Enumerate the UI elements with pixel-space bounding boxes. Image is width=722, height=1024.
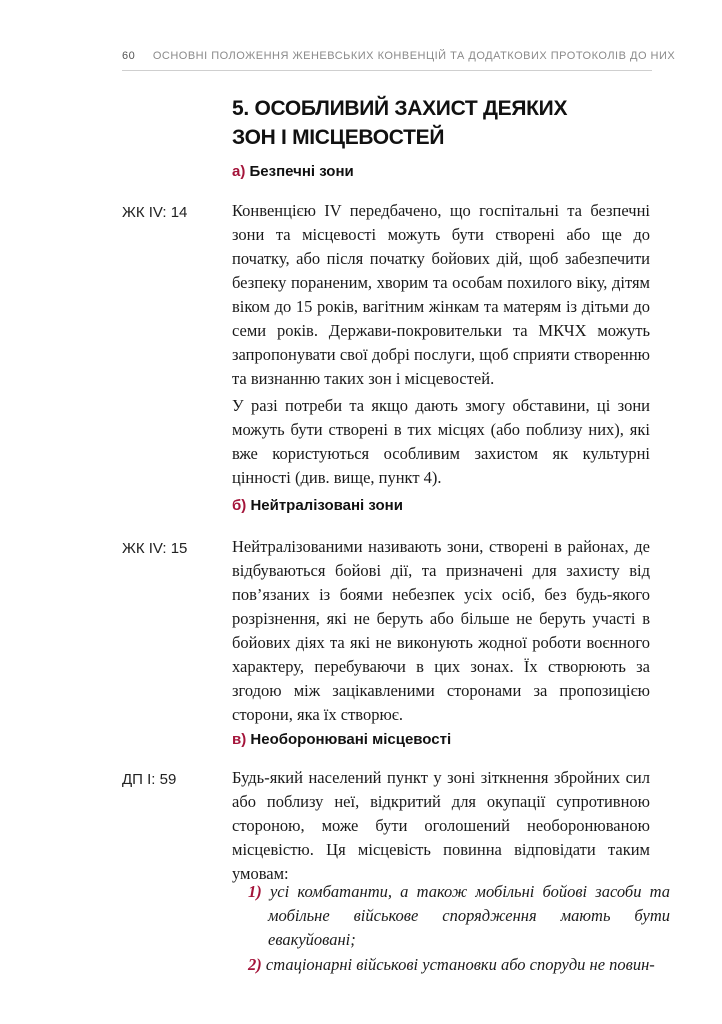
running-title: ОСНОВНІ ПОЛОЖЕННЯ ЖЕНЕВСЬКИХ КОНВЕНЦІЙ ТА ДОДАТКОВИХ ПРОТОКОЛІВ ДО НИХ [152, 50, 676, 62]
section-title [232, 94, 652, 152]
subsection-heading-text: Необоронювані місцевості [250, 731, 452, 748]
subsection-heading-text: Безпечні зони [249, 163, 354, 180]
margin-reference: ЖК IV: 14 [122, 204, 188, 221]
margin-reference: ЖК IV: 15 [122, 540, 188, 557]
list-item [248, 880, 670, 952]
subsection-letter: б) [232, 497, 247, 514]
list-item-text: усі комбатанти, а також мобільні бойові засоби та мобільне військове спорядження мають бути евакуйовані; [268, 882, 670, 949]
margin-reference: ДП I: 59 [122, 771, 177, 788]
list-item-text: стаціонарні військові установки або споруди не повин- [265, 955, 655, 974]
body-paragraph: Конвенцією IV передбачено, що госпітальні та безпечні зони та місцевості можуть бути створені або ще до початку, або після початку бойових дій, щоб забезпечити безпеку пораненим, хворим та особам похилого віку, дітям віком до 15 років, вагітним жінкам та матерям із дітьми до семи років. Держави-покровительки та МКЧХ можуть запропонувати свої добрі послуги, щоб сприяти створенню та визнанню таких зон і місцевостей. [232, 201, 650, 388]
list-item [248, 953, 670, 977]
subsection-letter: а) [232, 163, 246, 180]
section-title-line-2: ЗОН І МІСЦЕВОСТЕЙ [232, 126, 445, 149]
body-paragraph: У разі потреби та якщо дають змогу обставини, ці зони можуть бути створені в тих місцях (або поблизу них), які вже користуються особливим захистом як культурні цінності (див. вище, пункт 4). [232, 396, 650, 487]
running-header [122, 50, 676, 62]
list-item-number: 2) [248, 955, 262, 974]
section-title-line-1: 5. ОСОБЛИВИЙ ЗАХИСТ ДЕЯКИХ [232, 97, 568, 120]
subsection-letter: в) [232, 731, 247, 748]
list-item-number: 1) [248, 882, 262, 901]
subsection-heading-undefended-localities [232, 731, 451, 748]
body-paragraph: Будь-який населений пункт у зоні зіткнення збройних сил або поблизу неї, відкритий для окупації супротивною стороною, може бути оголошений необоронюваною місцевістю. Ця місцевість повинна відповідати таким умовам: [232, 768, 650, 883]
header-divider [122, 70, 652, 71]
subsection-heading-safety-zones [232, 163, 354, 180]
page-number: 60 [122, 50, 136, 62]
subsection-heading-text: Нейтралізовані зони [250, 497, 403, 514]
subsection-heading-neutralized-zones [232, 497, 403, 514]
body-paragraph: Нейтралізованими називають зони, створені в районах, де відбуваються бойові дії, та призначені для захисту від пов’язаних із боями небезпек усіх осіб, без будь-якого розрізнення, які не беруть або більше не беруть участі в бойових діях та які не виконують жодної роботи воєнного характеру, перебуваючи в цих зонах. Їх створюють за згодою між зацікавленими сторонами за пропозицією сторони, яка їх створює. [232, 537, 650, 724]
